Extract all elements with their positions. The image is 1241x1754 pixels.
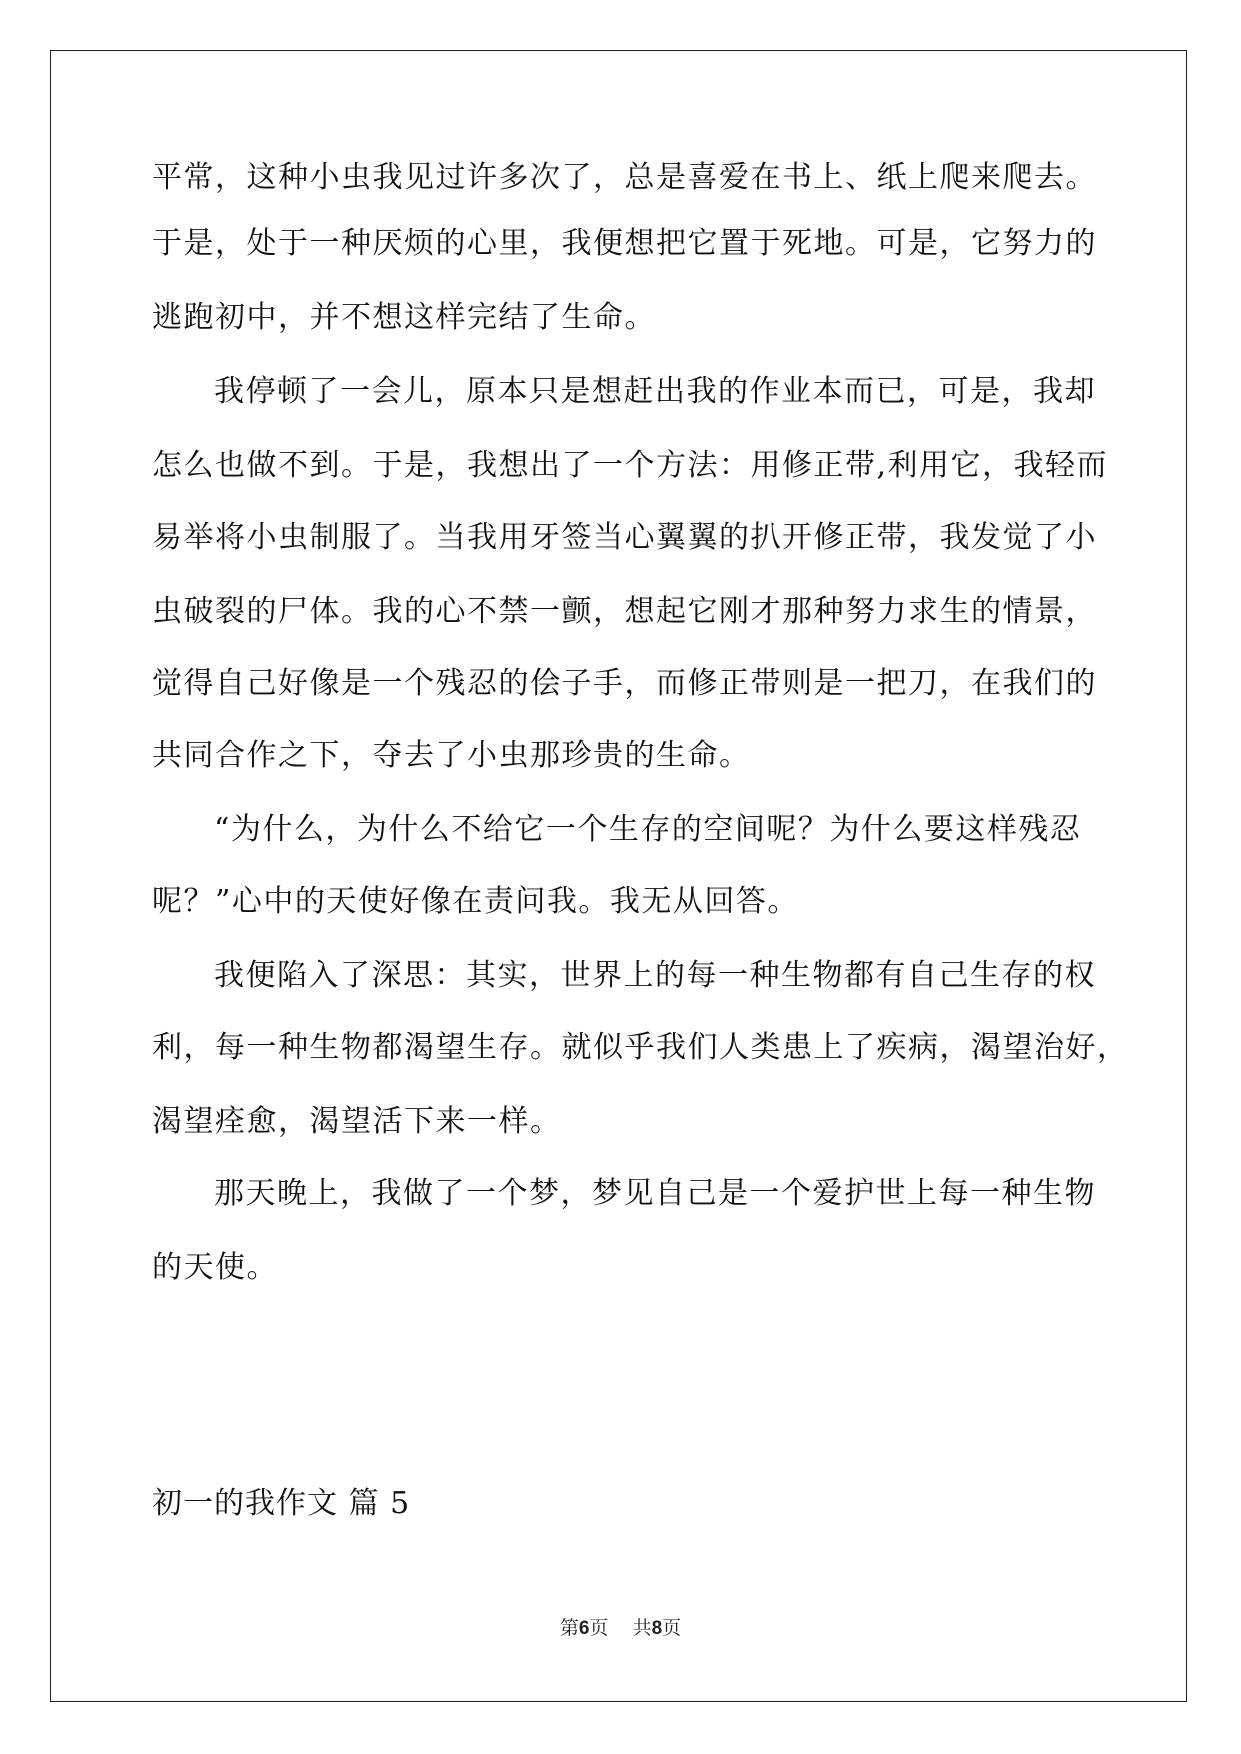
text-line: 逃跑初中，并不想这样完结了生命。 <box>152 300 656 335</box>
text-line: 呢？”心中的天使好像在责问我。我无从回答。 <box>152 884 799 919</box>
text-line: “为什么，为什么不给它一个生存的空间呢？为什么要这样残忍 <box>214 812 1082 847</box>
current-page-number: 6 <box>578 1618 590 1639</box>
text-line: 我停顿了一会儿，原本只是想赶出我的作业本而已，可是，我却 <box>214 374 1096 409</box>
text-line: 觉得自己好像是一个残忍的侩子手，而修正带则是一把刀，在我们的 <box>152 666 1097 701</box>
text-line: 易举将小虫制服了。当我用牙签当心翼翼的扒开修正带，我发觉了小 <box>152 520 1097 555</box>
text-line: 渴望痊愈，渴望活下来一样。 <box>152 1104 562 1139</box>
text-line: 我便陷入了深思：其实，世界上的每一种生物都有自己生存的权 <box>214 958 1096 993</box>
text-line: 于是，处于一种厌烦的心里，我便想把它置于死地。可是，它努力的 <box>152 226 1097 261</box>
section-heading: 初一的我作文 篇 5 <box>152 1486 411 1521</box>
text-line: 平常，这种小虫我见过许多次了，总是喜爱在书上、纸上爬来爬去。 <box>152 160 1097 195</box>
text-line: 利，每一种生物都渴望生存。就似乎我们人类患上了疾病，渴望治好， <box>152 1030 1129 1065</box>
text-line: 共同合作之下，夺去了小虫那珍贵的生命。 <box>152 738 751 773</box>
total-pages-number: 8 <box>651 1618 663 1639</box>
text-line: 的天使。 <box>152 1250 278 1285</box>
footer-mid: 页 共 <box>589 1617 652 1639</box>
text-line: 怎么也做不到。于是，我想出了一个方法：用修正带,利用它，我轻而 <box>152 448 1109 483</box>
footer-prefix: 第 <box>559 1617 579 1639</box>
text-line: 虫破裂的尸体。我的心不禁一颤，想起它刚才那种努力求生的情景， <box>152 594 1097 629</box>
text-line: 那天晚上，我做了一个梦，梦见自己是一个爱护世上每一种生物 <box>214 1176 1096 1211</box>
footer-suffix: 页 <box>662 1617 682 1639</box>
page-footer <box>0 1616 1241 1641</box>
